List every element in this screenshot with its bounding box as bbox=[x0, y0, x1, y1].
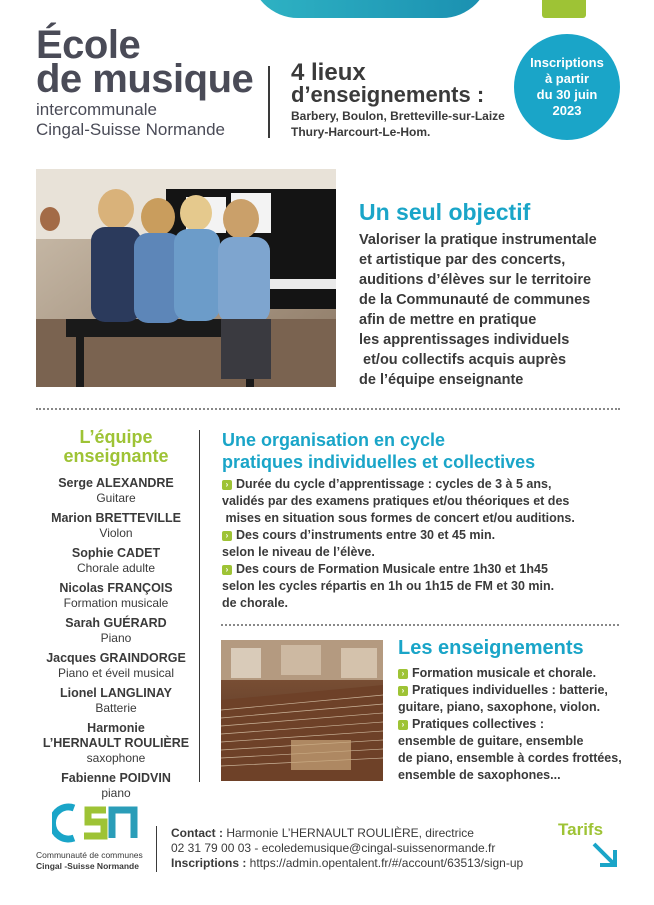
staff-name: Nicolas FRANÇOIS bbox=[59, 581, 173, 595]
csn-logo bbox=[52, 802, 142, 844]
badge-line-3: du 30 juin bbox=[536, 87, 598, 102]
objectif-line: Valoriser la pratique instrumentale bbox=[359, 232, 597, 248]
section-separator bbox=[221, 624, 619, 626]
organisation-title bbox=[222, 429, 535, 473]
harpsichord-photo bbox=[221, 640, 383, 781]
objectif-text bbox=[359, 230, 629, 390]
organisation-title-line-2: pratiques individuelles et collectives bbox=[222, 452, 536, 472]
equipe-title-line-1: L’équipe bbox=[79, 427, 153, 447]
objectif-line: afin de mettre en pratique bbox=[359, 312, 537, 328]
staff-role: Piano et éveil musical bbox=[57, 666, 175, 680]
staff-role: Violon bbox=[99, 526, 133, 540]
equipe-title-line-2: enseignante bbox=[63, 446, 169, 466]
objectif-title: Un seul objectif bbox=[359, 199, 531, 225]
inscriptions-link[interactable]: https://admin.opentalent.fr/#/account/63513/sign-up bbox=[246, 856, 524, 870]
page-subtitle bbox=[36, 100, 225, 140]
ens-line: ensemble de saxophones... bbox=[398, 768, 561, 782]
staff-name: Jacques GRAINDORGE bbox=[46, 651, 186, 665]
logo-caption bbox=[36, 850, 156, 872]
ens-line: de piano, ensemble à cordes frottées, bbox=[398, 751, 622, 765]
subtitle-line-1: intercommunale bbox=[36, 100, 157, 119]
org-line: Des cours de Formation Musicale entre 1h30 et 1h45 bbox=[236, 562, 548, 576]
arrow-bullet-icon: › bbox=[222, 480, 232, 490]
staff-role: saxophone bbox=[86, 751, 146, 765]
ens-item bbox=[398, 665, 638, 682]
staff-member bbox=[36, 476, 196, 505]
piano-students-photo bbox=[36, 169, 336, 387]
staff-list bbox=[36, 476, 196, 806]
staff-role: Batterie bbox=[95, 701, 137, 715]
staff-member bbox=[36, 616, 196, 645]
arrow-bullet-icon: › bbox=[222, 565, 232, 575]
inscriptions-line bbox=[171, 856, 523, 871]
ens-line: Formation musicale et chorale. bbox=[412, 666, 597, 680]
staff-name: Serge ALEXANDRE bbox=[58, 476, 174, 490]
inscriptions-label: Inscriptions : bbox=[171, 856, 247, 870]
top-green-tab bbox=[542, 0, 586, 18]
objectif-line: de l’équipe enseignante bbox=[359, 372, 524, 388]
ens-line: guitare, piano, saxophone, violon. bbox=[398, 700, 601, 714]
title-line-2: de musique bbox=[36, 57, 254, 101]
org-line: Durée du cycle d’apprentissage : cycles de 3 à 5 ans, bbox=[236, 477, 552, 491]
staff-member bbox=[36, 546, 196, 575]
staff-name: Sophie CADET bbox=[71, 546, 161, 560]
org-line: de chorale. bbox=[222, 596, 288, 610]
organisation-title-line-1: Une organisation en cycle bbox=[222, 430, 446, 450]
org-item bbox=[222, 476, 632, 493]
svg-text:CSN: CSN bbox=[52, 802, 55, 803]
org-item bbox=[222, 527, 632, 544]
inscriptions-badge bbox=[514, 34, 620, 140]
staff-name: Lionel LANGLINAY bbox=[59, 686, 173, 700]
staff-role: Guitare bbox=[96, 491, 136, 505]
badge-line-2: à partir bbox=[544, 71, 590, 86]
org-line: selon le niveau de l’élève. bbox=[222, 545, 375, 559]
lieux-list-line-1: Barbery, Boulon, Bretteville-sur-Laize bbox=[291, 109, 505, 123]
staff-member bbox=[36, 771, 196, 800]
title-line-1: École bbox=[36, 23, 141, 67]
staff-name: Fabienne POIDVIN bbox=[61, 771, 171, 785]
logo-caption-line-2: Cingal -Suisse Normande bbox=[36, 861, 139, 871]
ens-line: Pratiques individuelles : batterie, bbox=[412, 683, 608, 697]
ens-item bbox=[398, 682, 638, 699]
organisation-text bbox=[222, 476, 632, 612]
objectif-line: auditions d’élèves sur le territoire bbox=[359, 272, 592, 288]
badge-line-1: Inscriptions bbox=[530, 55, 604, 70]
contact-value: Harmonie L’HERNAULT ROULIÈRE, directrice bbox=[223, 826, 474, 840]
contact-label: Contact : bbox=[171, 826, 223, 840]
lieux-list bbox=[291, 108, 505, 140]
page-title bbox=[36, 23, 254, 101]
staff-role: Formation musicale bbox=[63, 596, 169, 610]
logo-caption-line-1: Communauté de communes bbox=[36, 850, 143, 860]
enseignements-title: Les enseignements bbox=[398, 637, 584, 659]
staff-member bbox=[36, 686, 196, 715]
staff-name: Harmonie L’HERNAULT ROULIÈRE bbox=[42, 721, 190, 750]
subtitle-line-2: Cingal-Suisse Normande bbox=[36, 120, 225, 139]
phone-email: 02 31 79 00 03 - ecoledemusique@cingal-suissenormande.fr bbox=[171, 841, 496, 855]
divider bbox=[268, 66, 270, 138]
arrow-bullet-icon: › bbox=[398, 669, 408, 679]
objectif-line: et/ou collectifs acquis auprès bbox=[359, 352, 567, 368]
badge-line-4: 2023 bbox=[552, 103, 582, 118]
lieux-heading bbox=[291, 59, 485, 107]
staff-name: Marion BRETTEVILLE bbox=[51, 511, 181, 525]
staff-member bbox=[36, 651, 196, 680]
arrow-bullet-icon: › bbox=[222, 531, 232, 541]
staff-role: Piano bbox=[100, 631, 132, 645]
org-line: validés par des examens pratiques et/ou théoriques et des bbox=[222, 494, 570, 508]
objectif-line: les apprentissages individuels bbox=[359, 332, 570, 348]
org-line: selon les cycles répartis en 1h ou 1h15 de FM et 30 min. bbox=[222, 579, 555, 593]
tarifs-link[interactable]: Tarifs bbox=[558, 820, 604, 839]
lieux-line-1: 4 lieux bbox=[291, 59, 366, 86]
ens-item bbox=[398, 716, 638, 733]
staff-role: piano bbox=[101, 786, 131, 800]
contact-block bbox=[171, 826, 523, 871]
top-decoration bbox=[250, 0, 490, 18]
objectif-line: de la Communauté de communes bbox=[359, 292, 591, 308]
staff-name: Sarah GUÉRARD bbox=[65, 616, 167, 630]
footer-divider bbox=[156, 826, 157, 872]
arrow-down-right-icon[interactable] bbox=[590, 840, 620, 870]
org-line: mises en situation sous formes de concert et/ou auditions. bbox=[222, 511, 575, 525]
ens-line: Pratiques collectives : bbox=[412, 717, 545, 731]
section-separator bbox=[36, 408, 620, 410]
arrow-bullet-icon: › bbox=[398, 686, 408, 696]
column-divider bbox=[199, 430, 200, 782]
ens-line: ensemble de guitare, ensemble bbox=[398, 734, 584, 748]
equipe-title bbox=[36, 428, 196, 466]
staff-role: Chorale adulte bbox=[76, 561, 156, 575]
lieux-list-line-2: Thury-Harcourt-Le-Hom. bbox=[291, 125, 431, 139]
org-line: Des cours d’instruments entre 30 et 45 min. bbox=[236, 528, 496, 542]
lieux-line-2: d’enseignements : bbox=[291, 82, 485, 107]
objectif-line: et artistique par des concerts, bbox=[359, 252, 566, 268]
staff-member bbox=[36, 511, 196, 540]
staff-member bbox=[36, 581, 196, 610]
org-item bbox=[222, 561, 632, 578]
contact-line bbox=[171, 826, 523, 841]
staff-member bbox=[36, 721, 196, 765]
enseignements-list bbox=[398, 665, 638, 784]
arrow-bullet-icon: › bbox=[398, 720, 408, 730]
